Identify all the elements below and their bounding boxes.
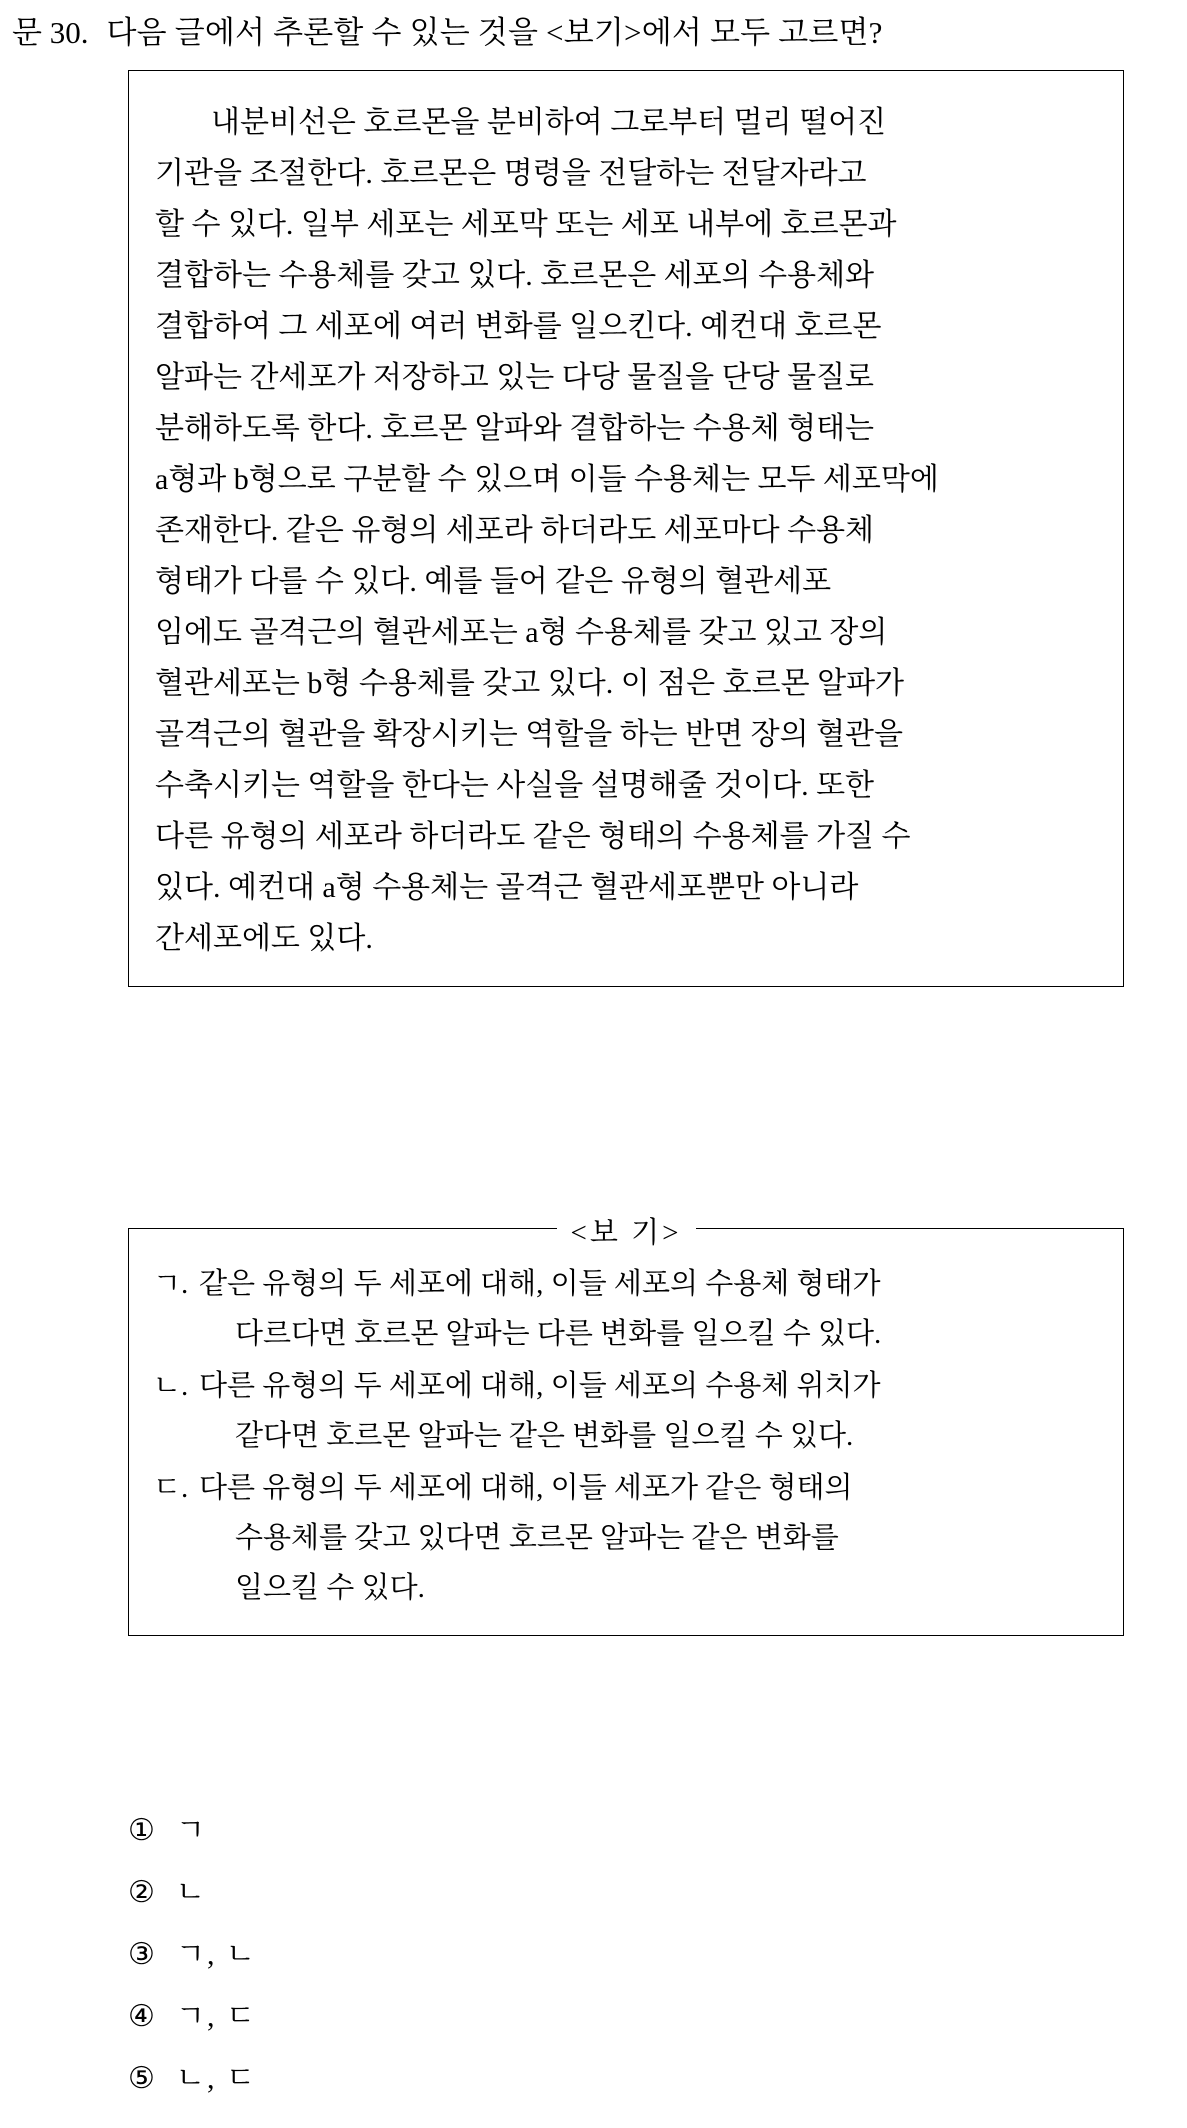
choice-number: ⑤ — [128, 2062, 155, 2095]
passage-line: 있다. 예컨대 a형 수용체는 골격근 혈관세포뿐만 아니라 — [155, 871, 859, 904]
passage-line: 존재한다. 같은 유형의 세포라 하더라도 세포마다 수용체 — [155, 514, 875, 547]
bogi-item — [153, 1463, 1099, 1613]
question-number: 문 30. — [12, 15, 89, 50]
answer-choices — [128, 1800, 1028, 2110]
bogi-line: 같은 유형의 두 세포에 대해, 이들 세포의 수용체 형태가 — [199, 1268, 881, 1300]
choice-label: ㄴ, ㄷ — [176, 2062, 257, 2095]
passage-line: 결합하는 수용체를 갖고 있다. 호르몬은 세포의 수용체와 — [155, 259, 875, 292]
choice-label: ㄴ — [176, 1876, 207, 1909]
bogi-line: 다르다면 호르몬 알파는 다른 변화를 일으킬 수 있다. — [235, 1318, 882, 1350]
bogi-text — [199, 1259, 1099, 1359]
bogi-line: 다른 유형의 두 세포에 대해, 이들 세포의 수용체 위치가 — [199, 1370, 881, 1402]
question-header — [0, 0, 1187, 51]
bogi-line: 수용체를 갖고 있다면 호르몬 알파는 같은 변화를 — [235, 1522, 839, 1554]
choice-option-2[interactable] — [128, 1862, 1028, 1924]
passage-line: 간세포에도 있다. — [155, 922, 373, 955]
bogi-box — [128, 1217, 1124, 1636]
passage-line: 기관을 조절한다. 호르몬은 명령을 전달하는 전달자라고 — [155, 157, 867, 190]
bogi-text — [199, 1463, 1099, 1613]
bogi-label-text: <보 기> — [557, 1217, 696, 1249]
choice-number: ② — [128, 1876, 155, 1909]
choice-option-5[interactable] — [128, 2048, 1028, 2110]
passage-box — [128, 70, 1124, 987]
bogi-marker: ㄱ. — [153, 1268, 189, 1300]
passage-line: 다른 유형의 세포라 하더라도 같은 형태의 수용체를 가질 수 — [155, 820, 911, 853]
passage-line: a형과 b형으로 구분할 수 있으며 이들 수용체는 모두 세포막에 — [155, 463, 939, 496]
choice-option-3[interactable] — [128, 1924, 1028, 1986]
choice-number: ① — [128, 1814, 155, 1847]
bogi-text — [199, 1361, 1099, 1461]
passage-line: 임에도 골격근의 혈관세포는 a형 수용체를 갖고 있고 장의 — [155, 616, 888, 649]
choice-label: ㄱ, ㄷ — [176, 2000, 257, 2033]
passage-line: 알파는 간세포가 저장하고 있는 다당 물질을 단당 물질로 — [155, 361, 875, 394]
passage-line: 혈관세포는 b형 수용체를 갖고 있다. 이 점은 호르몬 알파가 — [155, 667, 905, 700]
bogi-item — [153, 1259, 1099, 1359]
bogi-marker: ㄷ. — [153, 1472, 189, 1504]
choice-label: ㄱ, ㄴ — [176, 1938, 257, 1971]
passage-line: 내분비선은 호르몬을 분비하여 그로부터 멀리 떨어진 — [211, 106, 887, 139]
passage-line: 수축시키는 역할을 한다는 사실을 설명해줄 것이다. 또한 — [155, 769, 875, 802]
bogi-line: 일으킬 수 있다. — [235, 1572, 425, 1604]
passage-line: 분해하도록 한다. 호르몬 알파와 결합하는 수용체 형태는 — [155, 412, 875, 445]
choice-option-1[interactable] — [128, 1800, 1028, 1862]
passage-line: 할 수 있다. 일부 세포는 세포막 또는 세포 내부에 호르몬과 — [155, 208, 897, 241]
bogi-label — [129, 1210, 1123, 1251]
bogi-item — [153, 1361, 1099, 1461]
passage-line: 형태가 다를 수 있다. 예를 들어 같은 유형의 혈관세포 — [155, 565, 832, 598]
passage-line: 골격근의 혈관을 확장시키는 역할을 하는 반면 장의 혈관을 — [155, 718, 904, 751]
passage-line: 결합하여 그 세포에 여러 변화를 일으킨다. 예컨대 호르몬 — [155, 310, 882, 343]
choice-label: ㄱ — [176, 1814, 207, 1847]
choice-number: ③ — [128, 1938, 155, 1971]
choice-option-4[interactable] — [128, 1986, 1028, 2048]
bogi-line: 같다면 호르몬 알파는 같은 변화를 일으킬 수 있다. — [235, 1420, 854, 1452]
bogi-line: 다른 유형의 두 세포에 대해, 이들 세포가 같은 형태의 — [199, 1472, 853, 1504]
choice-number: ④ — [128, 2000, 155, 2033]
question-prompt: 다음 글에서 추론할 수 있는 것을 <보기>에서 모두 고르면? — [106, 15, 883, 50]
bogi-marker: ㄴ. — [153, 1370, 189, 1402]
